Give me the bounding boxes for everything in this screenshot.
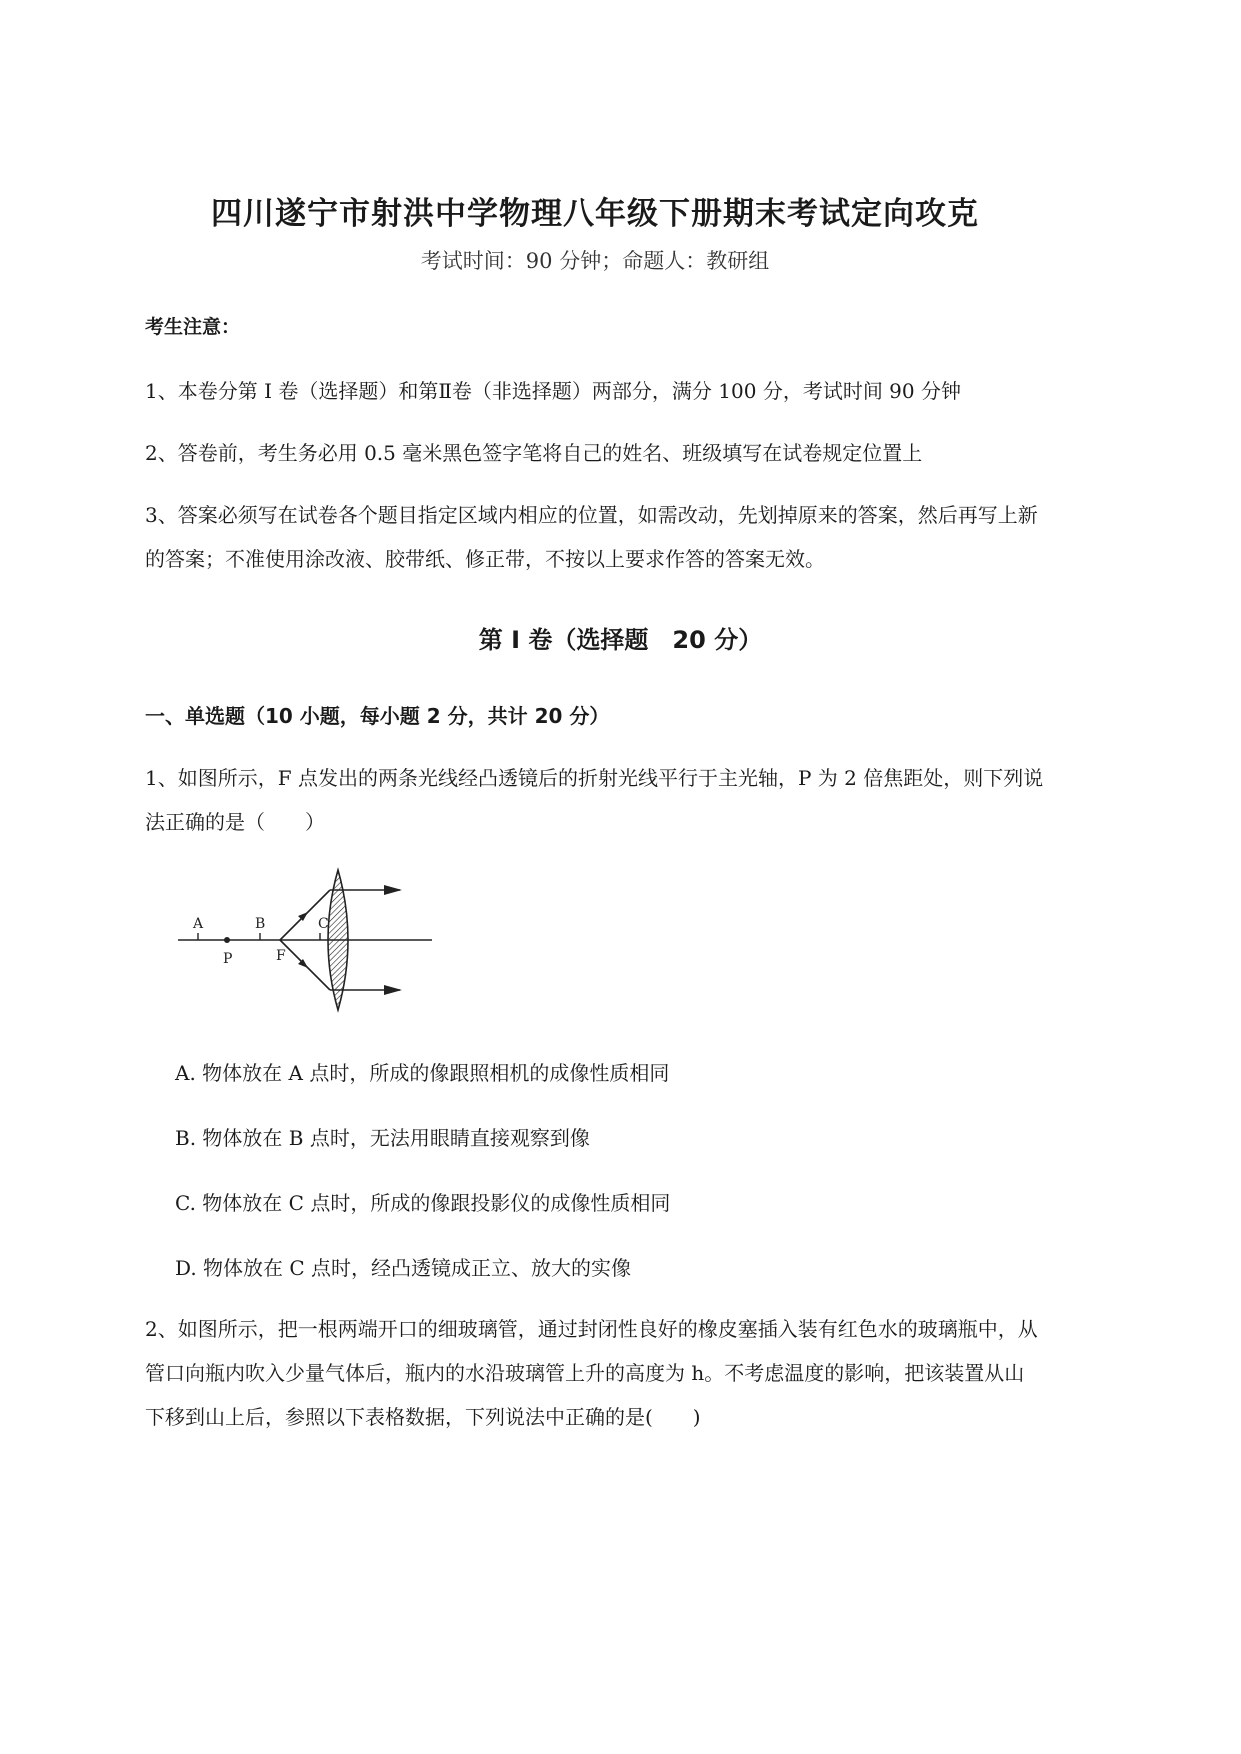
exam-title: 四川遂宁市射洪中学物理八年级下册期末考试定向攻克 bbox=[211, 196, 979, 232]
q2-stem-line-3: 下移到山上后，参照以下表格数据，下列说法中正确的是( ) bbox=[145, 1405, 701, 1429]
convex-lens-figure bbox=[170, 860, 450, 1030]
q1-option-d[interactable]: D. 物体放在 C 点时，经凸透镜成正立、放大的实像 bbox=[175, 1256, 632, 1280]
notice-item-3: 3、答案必须写在试卷各个题目指定区域内相应的位置，如需改动，先划掉原来的答案，然后再写上新 bbox=[145, 503, 1038, 527]
arrow-upper-refracted bbox=[384, 885, 402, 895]
q1-option-a[interactable]: A. 物体放在 A 点时，所成的像跟照相机的成像性质相同 bbox=[175, 1061, 670, 1085]
label-a: A bbox=[193, 916, 204, 932]
part-heading: 一、单选题（10 小题，每小题 2 分，共计 20 分） bbox=[145, 704, 610, 728]
label-c: C bbox=[318, 916, 329, 932]
notice-item-3-cont: 的答案；不准使用涂改液、胶带纸、修正带，不按以上要求作答的答案无效。 bbox=[145, 547, 825, 571]
q1-option-c[interactable]: C. 物体放在 C 点时，所成的像跟投影仪的成像性质相同 bbox=[175, 1191, 671, 1215]
q1-option-b[interactable]: B. 物体放在 B 点时，无法用眼睛直接观察到像 bbox=[175, 1126, 590, 1150]
label-b: B bbox=[255, 916, 266, 932]
exam-subtitle: 考试时间：90 分钟；命题人：教研组 bbox=[420, 249, 770, 273]
arrow-lower-refracted bbox=[384, 985, 402, 995]
notice-item-1: 1、本卷分第 I 卷（选择题）和第Ⅱ卷（非选择题）两部分，满分 100 分，考试时间 90 分钟 bbox=[145, 379, 961, 403]
label-p: P bbox=[223, 951, 233, 967]
q2-stem-line-2: 管口向瓶内吹入少量气体后，瓶内的水沿玻璃管上升的高度为 h。不考虑温度的影响，把该装置从山 bbox=[145, 1361, 1025, 1385]
point-p bbox=[224, 937, 230, 943]
q1-stem-line-2: 法正确的是（ ） bbox=[145, 810, 325, 834]
q1-stem-line-1: 1、如图所示，F 点发出的两条光线经凸透镜后的折射光线平行于主光轴，P 为 2 倍焦距处，则下列说 bbox=[145, 766, 1044, 790]
lens-diagram bbox=[170, 860, 450, 1034]
q2-stem-line-1: 2、如图所示，把一根两端开口的细玻璃管，通过封闭性良好的橡皮塞插入装有红色水的玻璃瓶中，从 bbox=[145, 1317, 1038, 1341]
label-f: F bbox=[276, 948, 286, 964]
notice-item-2: 2、答卷前，考生务必用 0.5 毫米黑色签字笔将自己的姓名、班级填写在试卷规定位置上 bbox=[145, 441, 923, 465]
section-title: 第 I 卷（选择题 20 分） bbox=[478, 626, 763, 654]
notice-heading: 考生注意： bbox=[145, 316, 241, 338]
convex-lens bbox=[328, 870, 348, 1010]
